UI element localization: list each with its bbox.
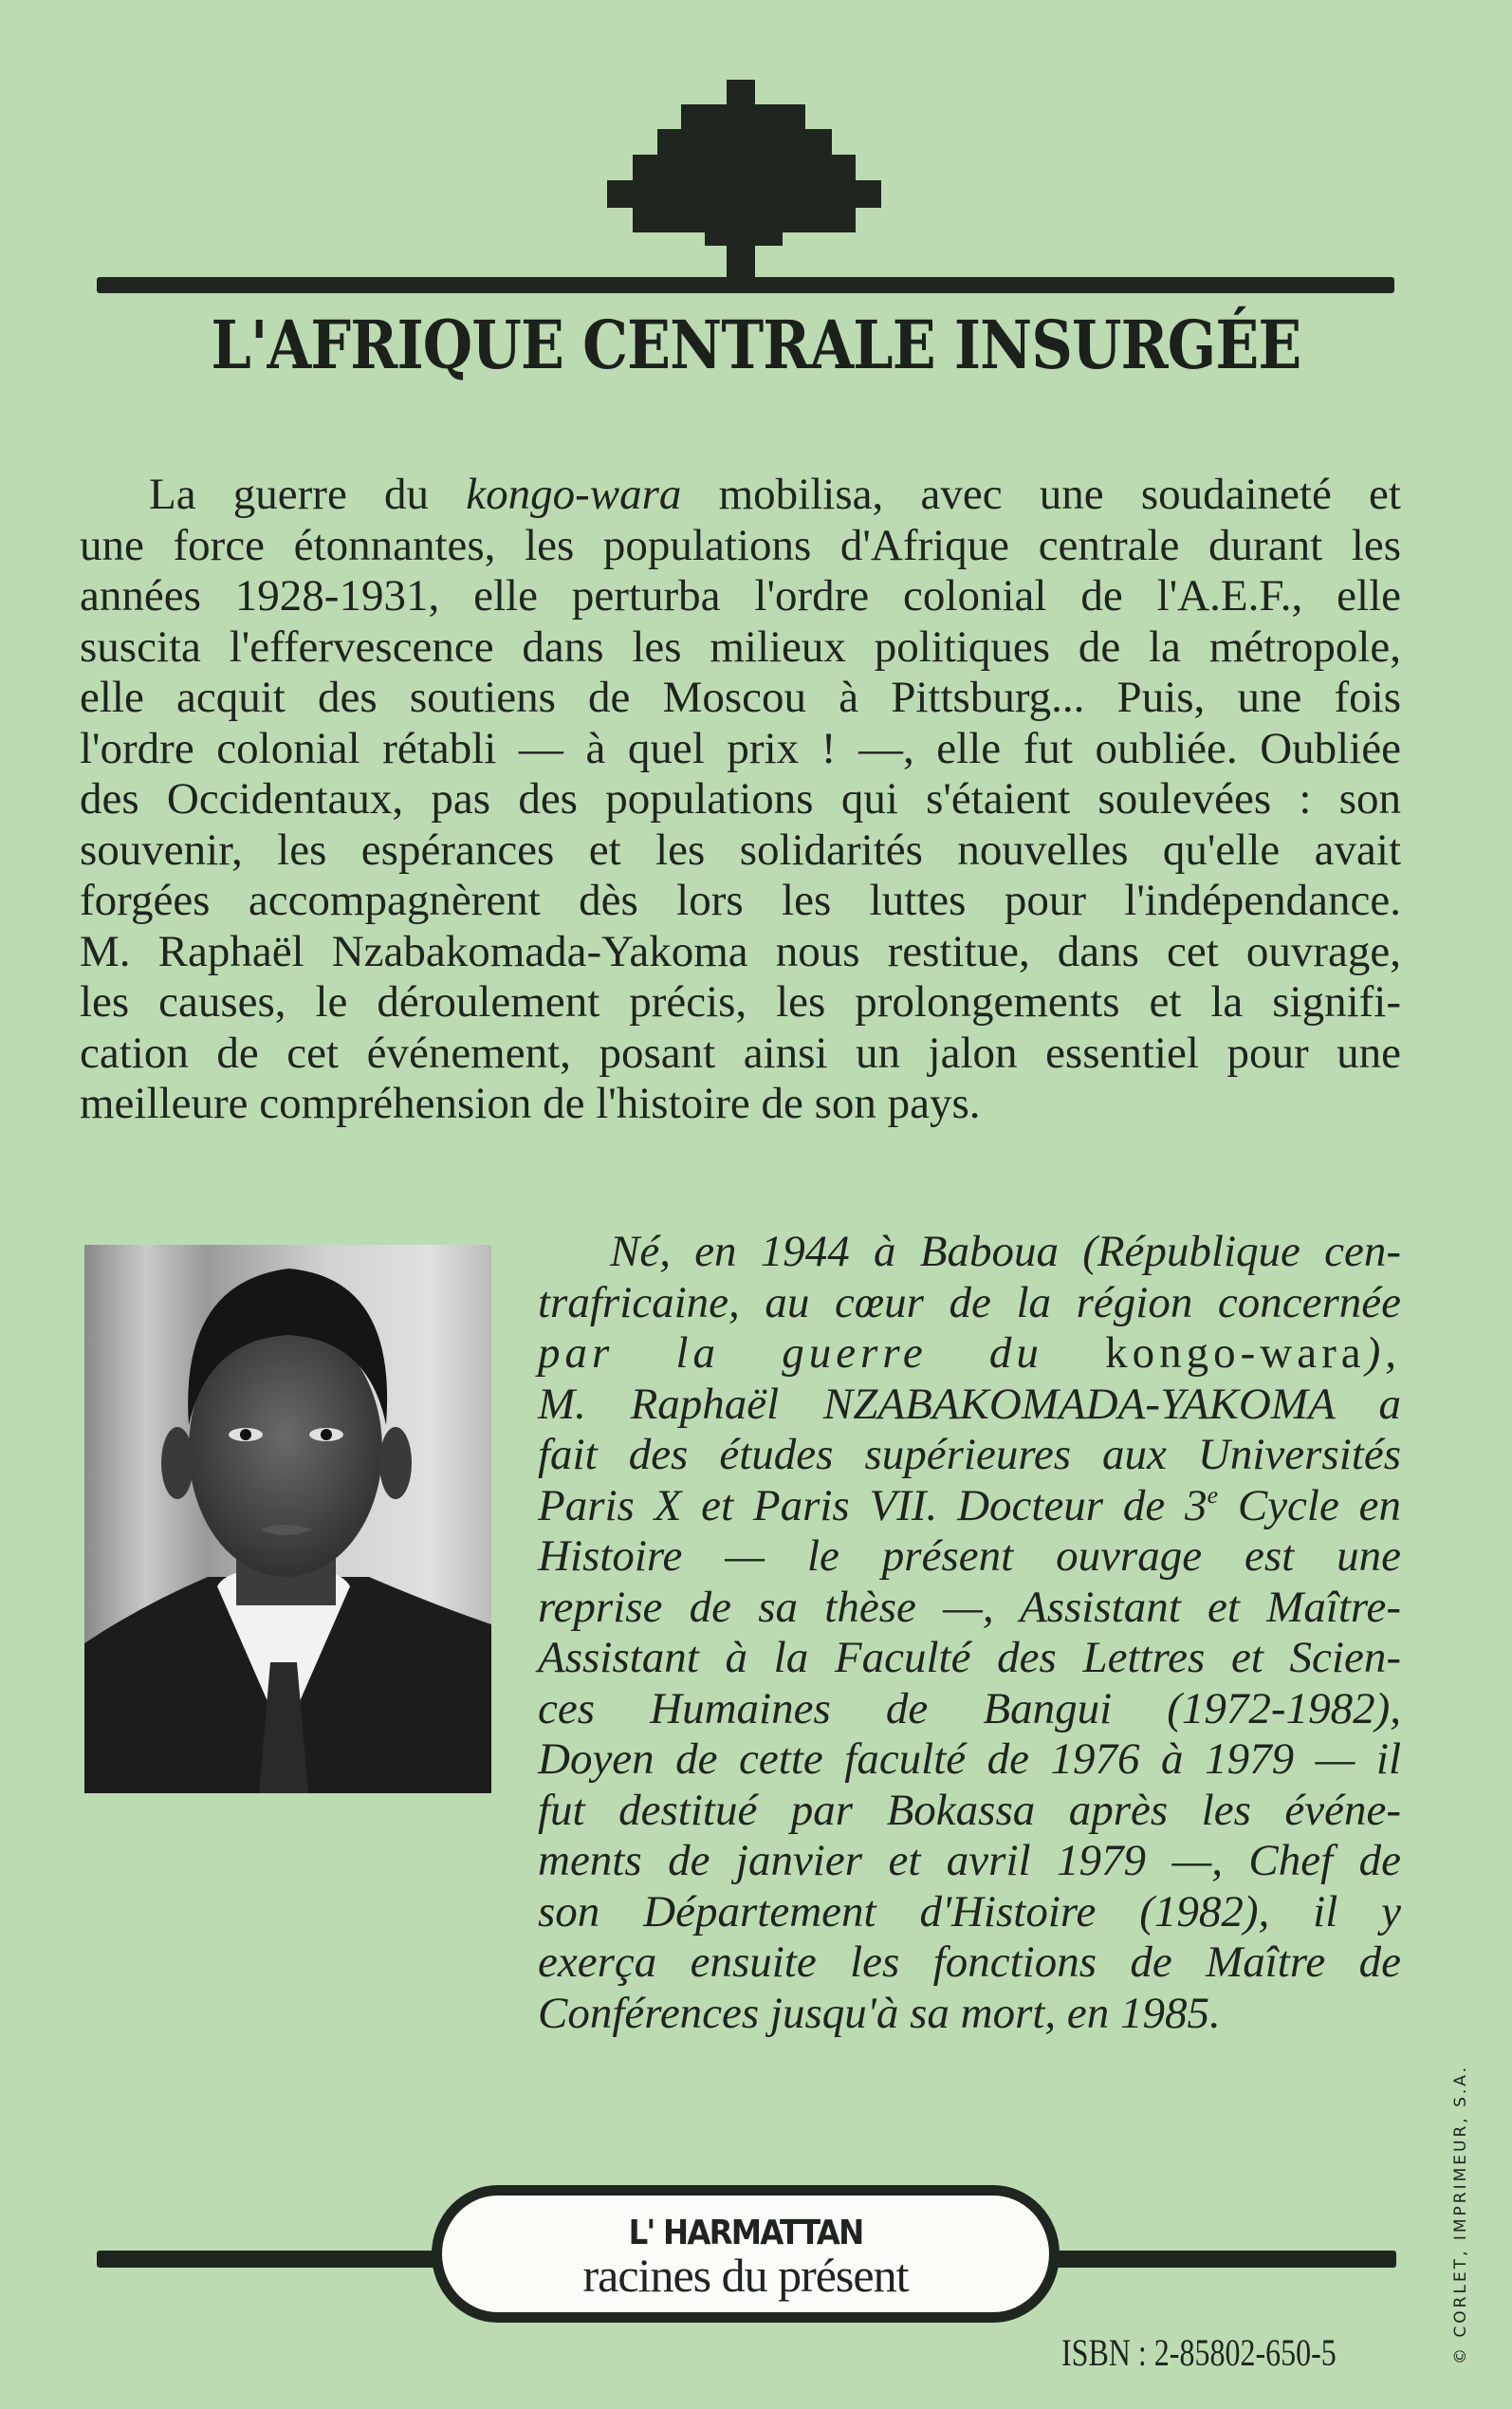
author-photo xyxy=(84,1245,491,1793)
text-line xyxy=(80,774,1401,825)
text-segment: fait des études supérieures aux Universités xyxy=(538,1430,1401,1479)
text-segment: suscita l'effervescence dans les milieux politiques de la métropole, xyxy=(80,621,1401,672)
text-line xyxy=(80,571,1401,622)
text-segment: les causes, le déroulement précis, les prolongements et la signifi- xyxy=(80,977,1401,1027)
text-segment: reprise de sa thèse —, Assistant et Maître- xyxy=(538,1582,1401,1632)
text-segment: années 1928-1931, elle perturba l'ordre colonial de l'A.E.F., elle xyxy=(80,571,1401,621)
text-segment: mobilisa, avec une soudaineté et xyxy=(681,470,1401,519)
text-segment: une force étonnantes, les populations d'Afrique centrale durant les xyxy=(80,520,1401,570)
text-segment: ces Humaines de Bangui (1972-1982), xyxy=(538,1683,1401,1733)
text-line xyxy=(80,927,1401,978)
collection-name: racines du présent xyxy=(582,2249,909,2302)
text-line xyxy=(80,876,1401,927)
text-line xyxy=(80,673,1401,724)
text-line xyxy=(538,1937,1401,1989)
text-segment: kongo-wara xyxy=(1105,1328,1366,1378)
text-segment: ments de janvier et avril 1979 —, Chef de xyxy=(538,1836,1401,1885)
text-line xyxy=(538,1734,1401,1786)
text-segment: par la guerre du xyxy=(538,1328,1106,1378)
text-segment: forgées accompagnèrent dès lors les luttes pour l'indépendance. xyxy=(80,876,1401,925)
superscript: e xyxy=(1207,1480,1219,1509)
text-line xyxy=(538,1887,1401,1938)
text-segment: M. Raphaël Nzabakomada-Yakoma nous restitue, dans cet ouvrage, xyxy=(80,926,1401,976)
text-segment: trafricaine, au cœur de la région concernée xyxy=(538,1277,1401,1327)
author-biography xyxy=(538,1227,1401,2039)
text-segment: Né, en 1944 à Baboua (République cen- xyxy=(610,1227,1401,1276)
italic-text: kongo-wara xyxy=(466,470,682,519)
book-title xyxy=(0,306,1512,384)
text-line xyxy=(80,724,1401,775)
text-line xyxy=(538,1227,1401,1278)
tree-logo-icon xyxy=(0,0,1512,304)
footer-rule-right xyxy=(1053,2251,1396,2268)
text-line xyxy=(538,1278,1401,1329)
text-segment: Paris X et Paris VII. Docteur de 3 xyxy=(538,1480,1208,1530)
text-line xyxy=(80,470,1401,521)
text-line xyxy=(538,1786,1401,1837)
text-segment: cation de cet événement, posant ainsi un jalon essentiel pour une xyxy=(80,1028,1401,1078)
text-line xyxy=(538,1531,1401,1583)
text-line xyxy=(80,521,1401,572)
text-line xyxy=(538,1328,1401,1380)
description-paragraph xyxy=(80,470,1401,1130)
publisher-badge xyxy=(432,2185,1060,2323)
text-segment: son Département d'Histoire (1982), il y xyxy=(538,1886,1401,1936)
text-segment: Cycle en xyxy=(1218,1480,1401,1530)
text-segment: fut destitué par Bokassa après les événe- xyxy=(538,1785,1401,1835)
text-segment: meilleure compréhension de l'histoire de son pays. xyxy=(80,1079,981,1128)
text-line xyxy=(80,1079,1401,1130)
text-segment: souvenir, les espérances et les solidarités nouvelles qu'elle avait xyxy=(80,825,1401,875)
text-line xyxy=(80,825,1401,877)
text-line xyxy=(538,1481,1401,1532)
text-line xyxy=(80,1028,1401,1080)
publisher-name: L' HARMATTAN xyxy=(628,2214,863,2252)
printer-credit: © CORLET, IMPRIMEUR, S.A. xyxy=(1451,2064,1470,2364)
isbn: ISBN : 2-85802-650-5 xyxy=(1061,2331,1337,2374)
text-line xyxy=(538,1836,1401,1887)
book-title-text: L'AFRIQUE CENTRALE INSURGÉE xyxy=(211,306,1301,384)
text-segment: M. Raphaël NZABAKOMADA-YAKOMA a xyxy=(538,1379,1401,1429)
text-segment: ), xyxy=(1365,1328,1401,1378)
text-segment: l'ordre colonial rétabli — à quel prix ! —, elle fut oubliée. Oubliée xyxy=(80,723,1401,773)
text-segment: elle acquit des soutiens de Moscou à Pittsburg... Puis, une fois xyxy=(80,673,1401,722)
text-line xyxy=(538,1684,1401,1735)
text-line xyxy=(538,1430,1401,1481)
text-segment: Histoire — le présent ouvrage est une xyxy=(538,1531,1401,1581)
text-line xyxy=(538,1633,1401,1684)
text-line xyxy=(80,977,1401,1028)
text-line xyxy=(538,1989,1401,2040)
text-segment: des Occidentaux, pas des populations qui s'étaient soulevées : son xyxy=(80,774,1401,824)
text-line xyxy=(538,1380,1401,1431)
text-segment: Conférences jusqu'à sa mort, en 1985. xyxy=(538,1988,1221,2038)
text-line xyxy=(538,1583,1401,1634)
text-segment: Assistant à la Faculté des Lettres et Scien- xyxy=(538,1633,1401,1682)
text-segment: Doyen de cette faculté de 1976 à 1979 — il xyxy=(538,1734,1401,1784)
text-segment: La guerre du xyxy=(149,470,467,519)
text-segment: exerça ensuite les fonctions de Maître de xyxy=(538,1937,1401,1987)
footer-rule-left xyxy=(97,2251,438,2268)
text-line xyxy=(80,622,1401,674)
